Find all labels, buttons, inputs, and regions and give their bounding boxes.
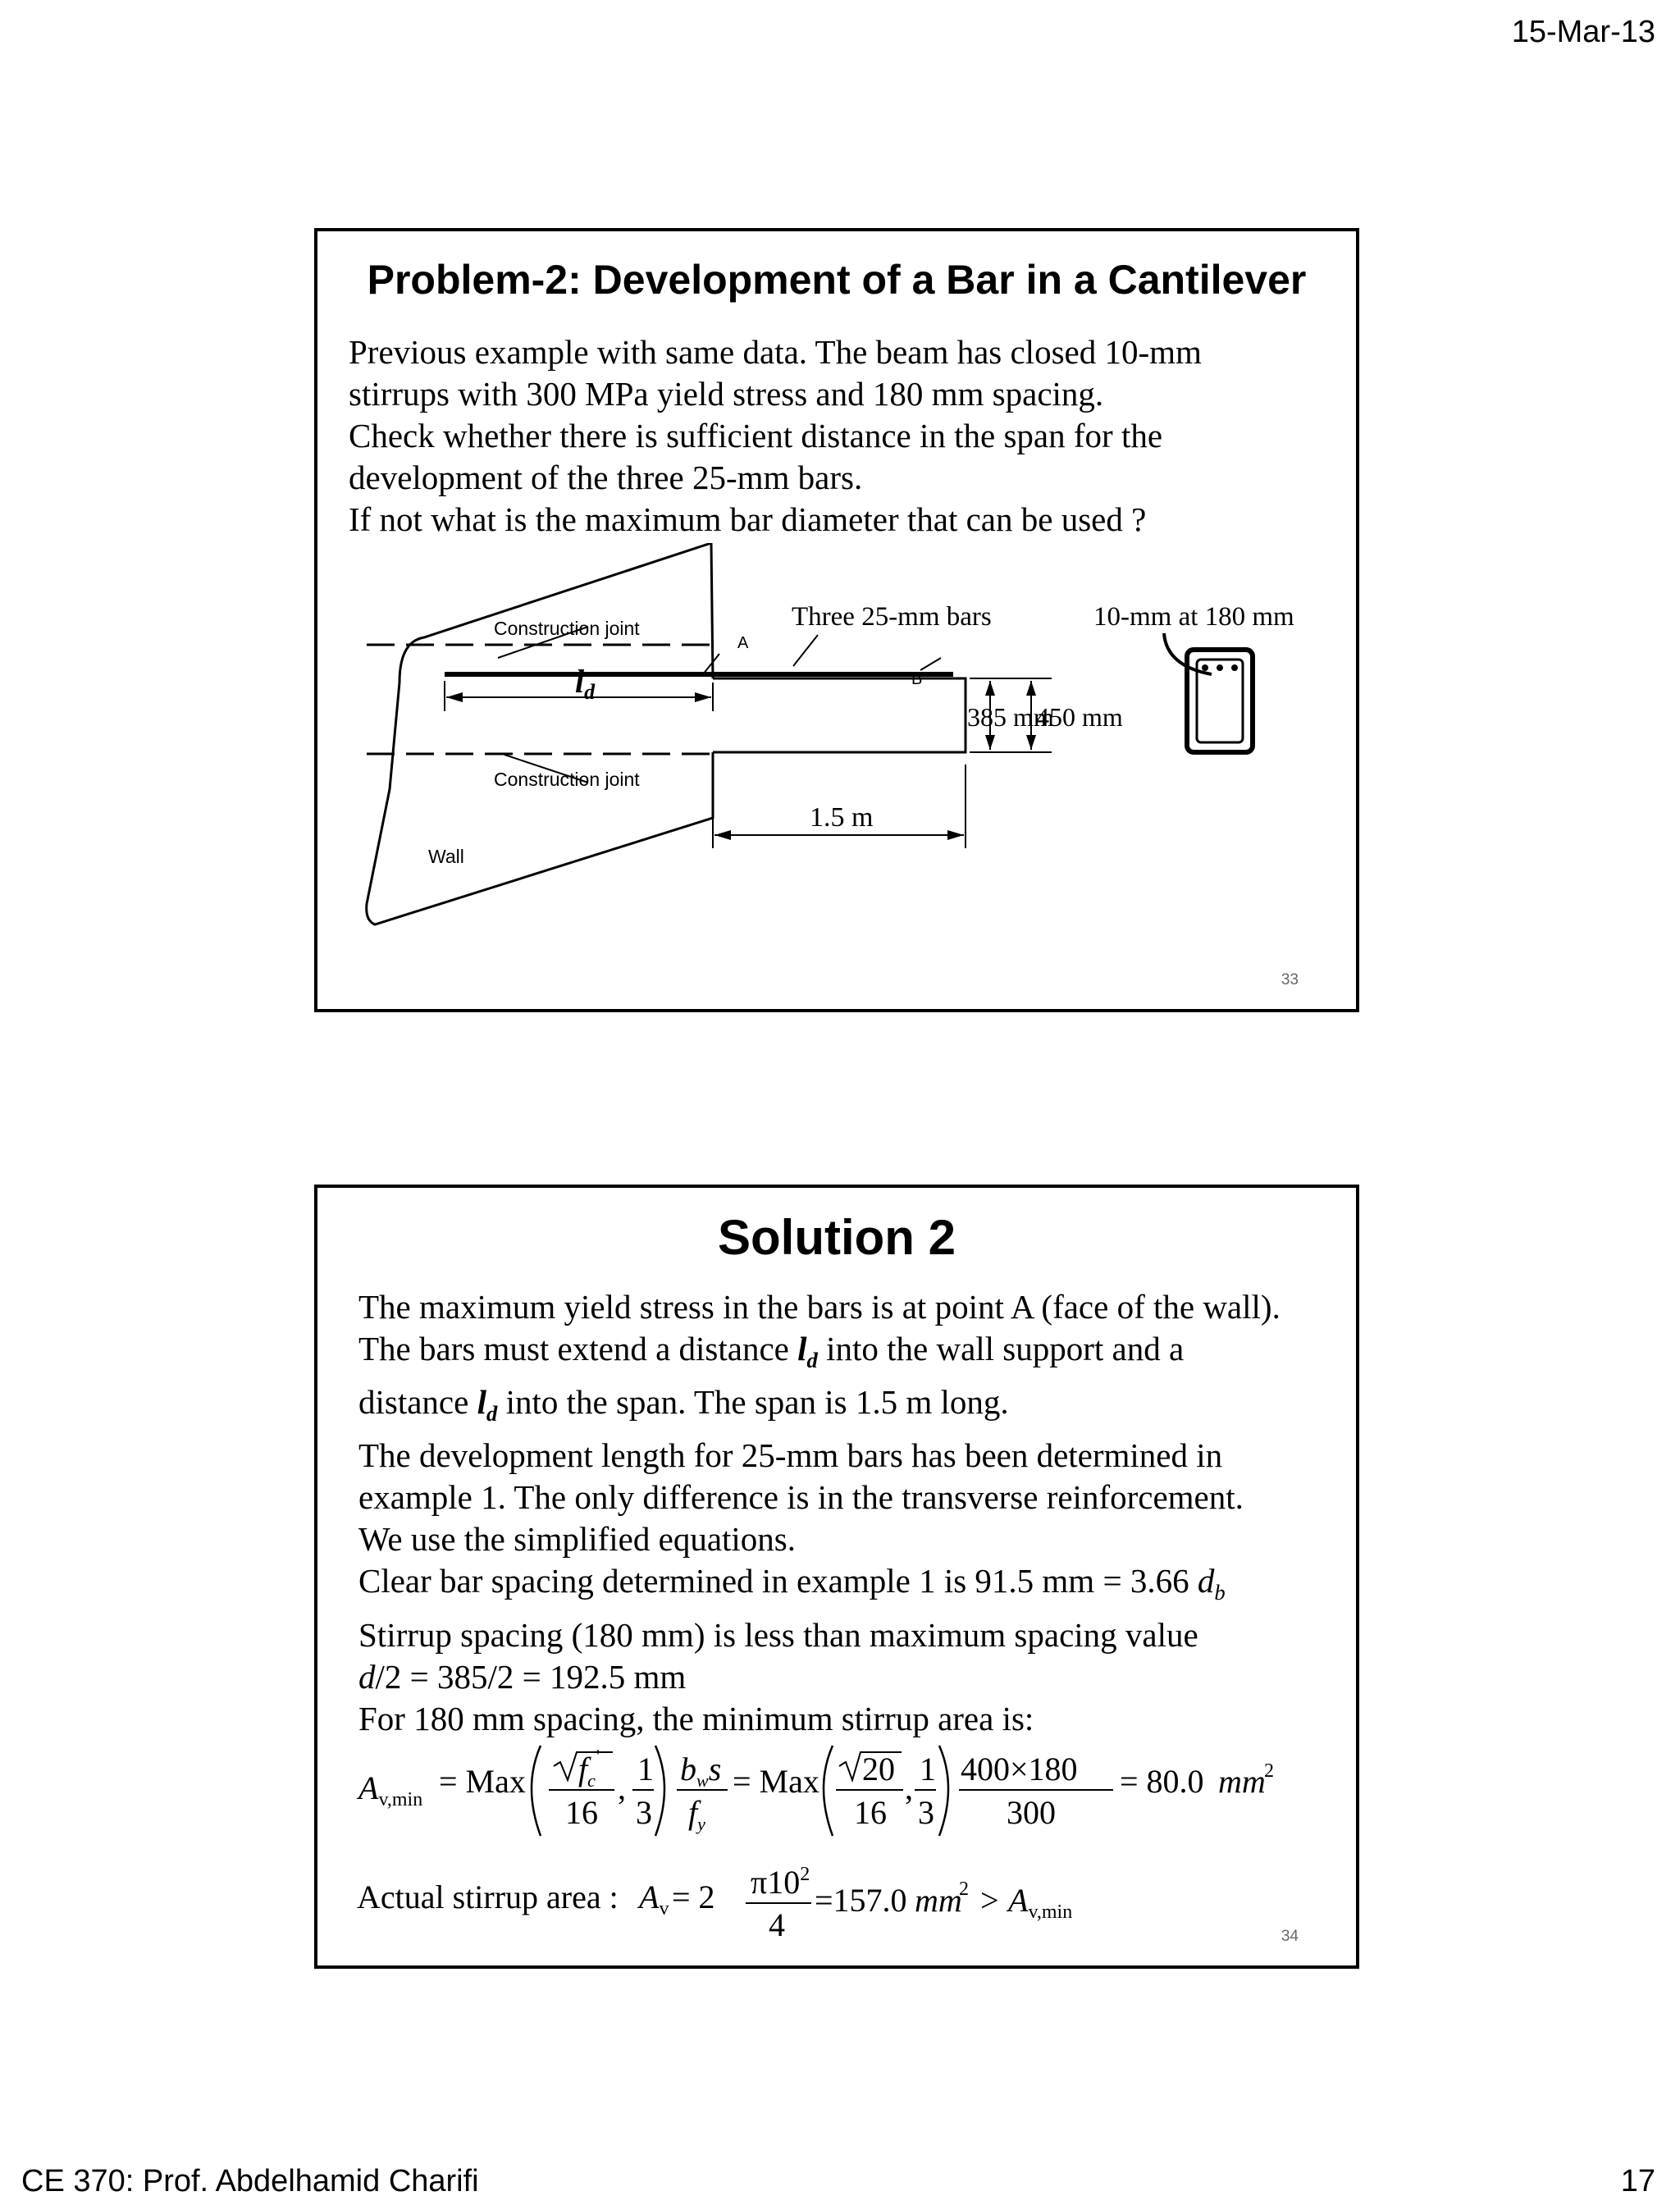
solution-line: The bars must extend a distance $l_d$ into the wall support and a: [358, 1330, 1185, 1373]
svg-text:mm: mm: [915, 1882, 962, 1919]
solution-line: The maximum yield stress in the bars is at point A (face of the wall).: [358, 1288, 1281, 1326]
svg-text:ld: $l_d$: [575, 663, 596, 704]
equations: [317, 1188, 1356, 1972]
svg-text:2: 2: [959, 1879, 969, 1900]
bar-dot: [1202, 664, 1208, 671]
svg-text:3: 3: [918, 1794, 934, 1831]
slide-title: Problem-2: Development of a Bar in a Cantilever: [367, 257, 1307, 303]
solution-line: d/2 = 385/2 = 192.5 mm: [358, 1657, 687, 1696]
problem-line: Check whether there is sufficient distance in the span for the: [349, 417, 1163, 454]
svg-text:300: 300: [1007, 1794, 1056, 1831]
cantilever-diagram: [317, 543, 1356, 1002]
svg-text:1: 1: [637, 1751, 654, 1787]
footer-course: CE 370: Prof. Abdelhamid Charifi: [21, 2164, 479, 2198]
span-label: 1.5 m: [810, 802, 874, 833]
svg-text:= 80.0: = 80.0: [1120, 1763, 1204, 1800]
depth-h-label: 450 mm: [1036, 702, 1123, 732]
svg-text:= Max: = Max: [733, 1763, 819, 1800]
svg-text:2: 2: [1264, 1760, 1274, 1782]
svg-text:Actual stirrup area :: Actual stirrup area :: [357, 1879, 619, 1915]
construction-joint-bottom-label: Construction joint: [494, 769, 640, 790]
svg-text:3: 3: [636, 1794, 652, 1831]
svg-text:Av: $A_v$: [639, 1879, 669, 1920]
svg-text:Av,min: $A_{v,min}$: [1008, 1882, 1073, 1923]
slide-solution-2: [314, 1185, 1359, 1969]
solution-line: Clear bar spacing determined in example 1 is 91.5 mm = 3.66 $d_b$: [358, 1562, 1226, 1605]
problem-line: Previous example with same data. The beam has closed 10-mm: [349, 333, 1202, 371]
problem-line: stirrups with 300 MPa yield stress and 180 mm spacing.: [349, 375, 1104, 413]
svg-text:mm: mm: [1218, 1763, 1266, 1800]
svg-text:bws: $b_ws$: [680, 1751, 722, 1791]
problem-line: development of the three 25-mm bars.: [349, 459, 863, 496]
header-date: 15-Mar-13: [1511, 15, 1655, 49]
svg-text:fc: $f_c$: [578, 1751, 596, 1791]
point-a-label: A: [737, 634, 749, 652]
svg-text:π102: $\pi 10^2$: [751, 1864, 810, 1901]
solution-line: distance $l_d$ into the span. The span is 1.5 m long.: [358, 1383, 1009, 1427]
point-b-label: B: [911, 670, 923, 688]
construction-joint-top-label: Construction joint: [494, 618, 640, 639]
solution-line: The development length for 25-mm bars has been determined in: [358, 1436, 1223, 1475]
problem-statement: [349, 331, 1317, 541]
svg-text:400×180: 400×180: [961, 1751, 1078, 1787]
svg-text:,: ,: [905, 1769, 913, 1806]
svg-text:20: 20: [862, 1751, 895, 1787]
slide-number: 33: [1281, 971, 1299, 988]
svg-text:,: ,: [618, 1769, 626, 1806]
slide-number: 34: [1281, 1928, 1299, 1945]
bar-dot: [1231, 664, 1238, 671]
svg-text:': ': [596, 1746, 600, 1766]
bar-dot: [1217, 664, 1223, 671]
bars-label: Three 25-mm bars: [792, 602, 992, 632]
svg-text:16: 16: [854, 1794, 887, 1831]
svg-text:>: >: [980, 1882, 999, 1919]
ld-label: l: [575, 663, 585, 700]
beam-outline: [713, 678, 966, 752]
stirrups-label: 10-mm at 180 mm: [1093, 602, 1294, 632]
svg-text:fy: $f_y$: [688, 1794, 705, 1834]
svg-text:=157.0: =157.0: [815, 1882, 907, 1919]
solution-line: For 180 mm spacing, the minimum stirrup area is:: [358, 1699, 1034, 1737]
slide-title: Solution 2: [718, 1210, 956, 1265]
svg-text:16: 16: [565, 1794, 598, 1831]
footer-page-number: 17: [1620, 2164, 1655, 2198]
solution-line: Stirrup spacing (180 mm) is less than maximum spacing value: [358, 1615, 1198, 1654]
solution-line: We use the simplified equations.: [358, 1520, 796, 1559]
svg-text:= Max: = Max: [439, 1763, 526, 1800]
solution-line: example 1. The only difference is in the transverse reinforcement.: [358, 1478, 1244, 1517]
svg-text:1: 1: [920, 1751, 936, 1787]
svg-text:4: 4: [769, 1906, 785, 1943]
svg-text:= 2: = 2: [672, 1879, 715, 1915]
wall-label: Wall: [428, 846, 464, 867]
problem-line: If not what is the maximum bar diameter that can be used ?: [349, 500, 1147, 538]
svg-text:Av,min: $A_{v,min}$: [358, 1769, 423, 1810]
depth-d-label: 385 mm: [967, 702, 1054, 732]
wall-outline: [367, 543, 713, 924]
slide-problem-2: [314, 228, 1359, 1012]
